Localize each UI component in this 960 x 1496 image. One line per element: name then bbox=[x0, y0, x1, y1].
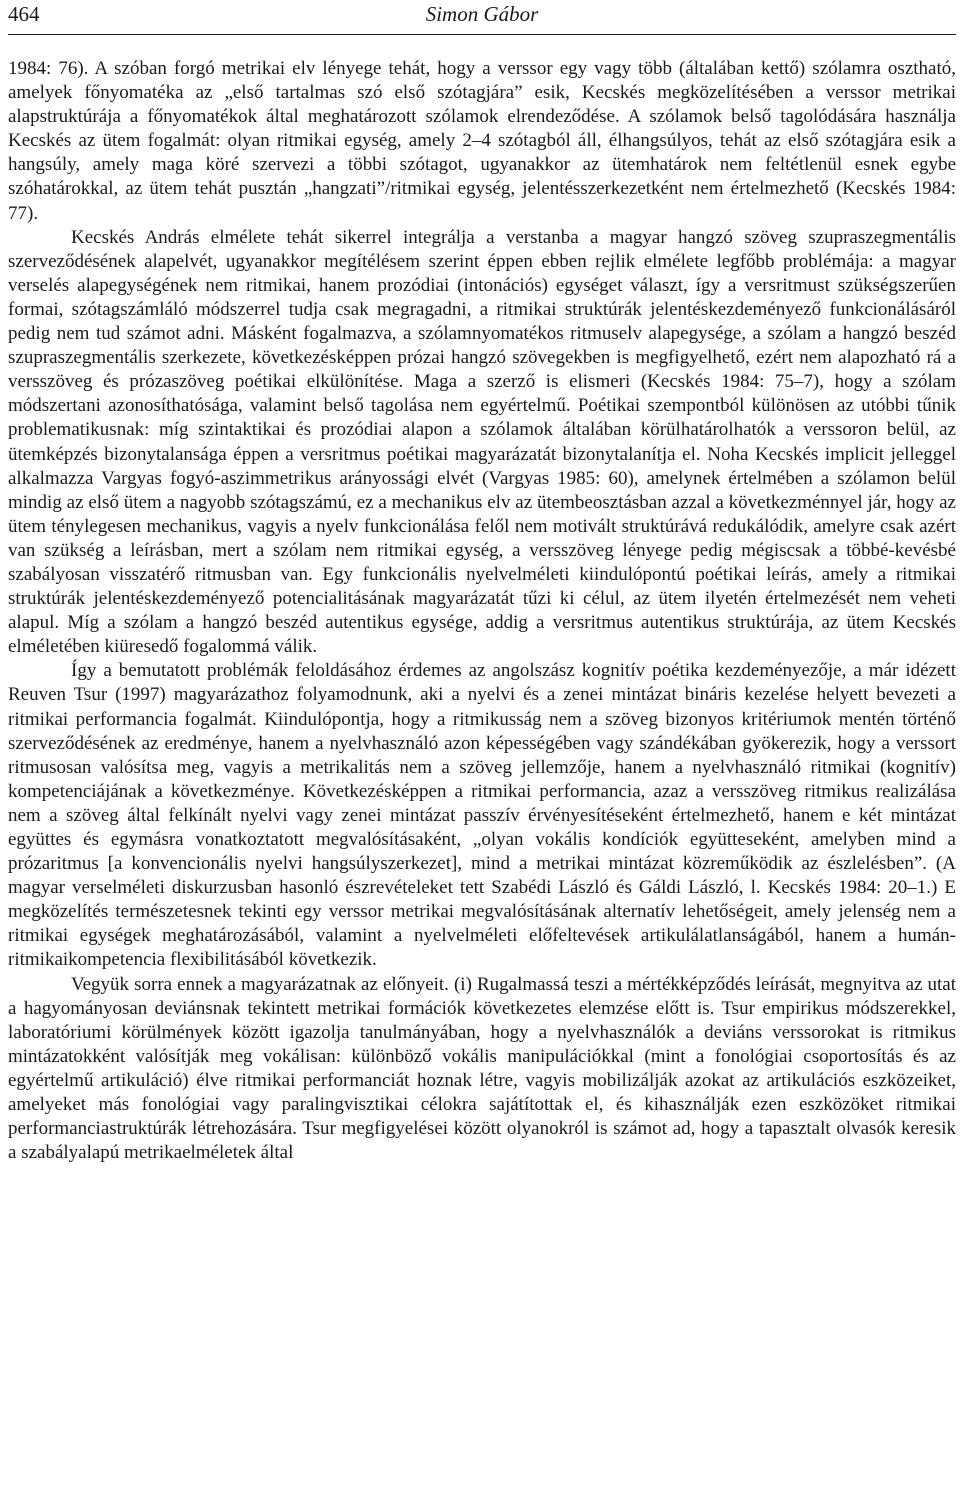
page-header bbox=[8, 0, 956, 35]
paragraph: Kecskés András elmélete tehát sikerrel integrálja a verstanba a magyar hangzó szöveg szupraszegmentális szerveződésének alapelvét, ugyanakkor megítélésem szerint éppen ebben rejlik elmélete legfőbb problémája: a magyar verselés alapegységének nem ritmikai, hanem prozódiai (intonációs) egységet választ, így a versritmust szükségszerűen formai, szótagszámláló módszerrel tudja csak megragadni, a ritmikai struktúrák jelentéskezdeményező funkcionálásáról pedig nem tud számot adni. Másként fogalmazva, a szólamnyomatékos ritmuselv alapegysége, a szólam a hangzó beszéd szupraszegmentális szerkezete, következésképpen prózai hangzó szövegekben is megfigyelhető, ezért nem alapozható rá a versszöveg és prózaszöveg poétikai elkülönítése. Maga a szerző is elismeri (Kecskés 1984: 75–7), hogy a szólam módszertani azonosíthatósága, valamint belső tagolása nem egyértelmű. Poétikai szempontból különösen az utóbbi tűnik problematikusnak: míg szintaktikai és prozódiai alapon a szólamok általában körülhatárolhatók a verssoron belül, az ütemképzés bizonytalansága éppen a versritmus poétikai magyarázatát bizonytalanítja el. Noha Kecskés implicit jelleggel alkalmazza Vargyas fogyó-aszimmetrikus arányossági elvét (Vargyas 1985: 60), amelynek értelmében a szólamon belül mindig az első ütem a nagyobb szótagszámú, ez a mechanikus elv az ütembeosztásban azzal a következménnyel jár, hogy az ütem ténylegesen mechanikus, vagyis a nyelv funkcionálása felől nem motivált struktúrává redukálódik, amelyre csak azért van szükség a leírásban, mert a szólam nem ritmikai egység, a versszöveg lényege pedig mégiscsak a többé-kevésbé szabályosan visszatérő ritmusban van. Egy funkcionális nyelvelméleti kiindulópontú poétikai leírás, amely a ritmikai struktúrák jelentéskezdeményező potencialitásának magyarázatát tűzi ki célul, az ütem ilyetén értelmezését nem veheti alapul. Míg a szólam a hangzó beszéd autentikus egysége, addig a versritmus autentikus struktúrája, az ütem Kecskés elméletében kiüresedő fogalommá válik. bbox=[8, 226, 956, 658]
paragraph: Vegyük sorra ennek a magyarázatnak az előnyeit. (i) Rugalmassá teszi a mértékképződés leírását, megnyitva az utat a hagyományosan deviánsnak tekintett metrikai formációk következetes elemzése előtt is. Tsur empirikus módszerekkel, laboratóriumi körülmények között igazolja tanulmányában, hogy a nyelvhasználók a deviáns verssorokat is ritmikus mintázatokként valósítják meg vokálisan: különböző vokális manipulációkkal (mint a fonológiai csoportosítás és az egyértelmű artikuláció) élve ritmikai performanciát hoznak létre, vagyis mobilizálják azokat az artikulációs eszközeiket, amelyeket más fonológiai vagy paralingvisztikai célokra sajátítottak el, és kihasználják ezen eszközöket ritmikai performanciastruktúrák létrehozására. Tsur megfigyelései között olyanokról is számot ad, hogy a tapasztalt olvasók keresik a szabályalapú metrikaelméletek által bbox=[8, 973, 956, 1164]
paragraph: Így a bemutatott problémák feloldásához érdemes az angolszász kognitív poétika kezdeményezője, a már idézett Reuven Tsur (1997) magyarázathoz folyamodnunk, aki a nyelvi és a zenei mintázat bináris kezelése helyett bevezeti a ritmikai performancia fogalmát. Kiindulópontja, hogy a ritmikusság nem a szöveg bizonyos kritériumok mentén történő szerveződésének az eredménye, hanem a nyelvhasználó azon képességében vagy szándékában gyökerezik, hogy a verssort ritmusosan valósítsa meg, vagyis a metrikalitás nem a szöveg jellemzője, hanem a nyelvhasználó ritmikai (kognitív) kompetenciájának a következménye. Következésképpen a ritmikai performancia, azaz a versszöveg ritmikus realizálása nem a szöveg által felkínált nyelvi vagy zenei mintázat passzív érvényesítéseként értelmezhető, hanem e két mintázat együttes és egymásra vonatkoztatott megvalósításaként, „olyan vokális kondíciók együtteseként, amelyben mind a prózaritmus [a konvencionális nyelvi hangsúlyszerkezet], mind a metrikai mintázat közreműködik az észlelésben”. (A magyar verselméleti diskurzusban hasonló észrevételeket tett Szabédi László és Gáldi László, l. Kecskés 1984: 20–1.) E megközelítés természetesnek tekinti egy verssor metrikai megvalósításának alternatív lehetőségeit, amely jelenség nem a ritmikai egységek meghatározásából, valamint a nyelvelméleti előfeltevések artikulálatlanságából, hanem a humán-ritmikaikompetencia flexibilitásából következik. bbox=[8, 660, 956, 971]
running-head-author: Simon Gábor bbox=[425, 2, 539, 26]
page bbox=[8, 0, 956, 1496]
paragraph-continued: 1984: 76). A szóban forgó metrikai elv lényege tehát, hogy a verssor egy vagy több (általában kettő) szólamra osztható, amelyek főnyomatéka az „első tartalmas szó első szótagjára” esik, Kecskés megközelítésében a verssor metrikai alapstruktúrája a főnyomatékok által meghatározott szólamok elrendeződése. A szólamok belső tagolódására használja Kecskés az ütem fogalmát: olyan ritmikai egység, amely 2–4 szótagból áll, élhangsúlyos, tehát az első szótagjára esik a hangsúly, amely maga köré szervezi a többi szótagot, ugyanakkor az ütemhatárok nem feltétlenül esnek egybe szóhatárokkal, az ütem tehát pusztán „hangzati”/ritmikai egység, jelentésszerkezetként nem értelmezhető (Kecskés 1984: 77). bbox=[8, 58, 956, 224]
body-text bbox=[8, 57, 956, 1165]
page-number: 464 bbox=[8, 2, 40, 26]
